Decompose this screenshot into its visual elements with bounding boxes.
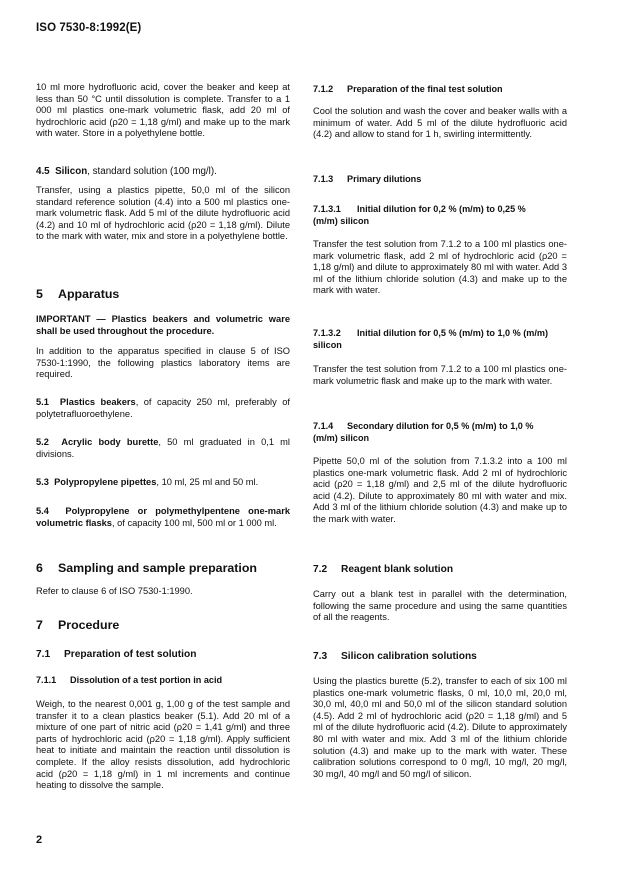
section-title: Silicon [55,166,88,177]
section-7-1-1-paragraph: Weigh, to the nearest 0,001 g, 1,00 g of the test sample and transfer it to a clean plastics beaker (5.1). Add 20 ml of a mixture of one part of nitric acid (ρ20 = 1,41 g/ml) and three parts of hydrochloric acid (ρ20 = 1,18 g/ml). Apply sufficient heat to initiate and maintain the reaction until dissolution is complete. If the alloy resists dissolution, add hydrochloric acid (ρ20 = 1,18 g/ml) in 1 ml increments and continue heating to dissolve the sample. [36,699,290,791]
section-7-1-3-2-paragraph: Transfer the test solution from 7.1.2 to a 100 ml plastics one-mark volumetric flask and make up to the mark with water. [313,364,567,386]
section-6-heading: 6 Sampling and sample preparation [36,561,257,575]
section-7-2-paragraph: Carry out a blank test in parallel with the determination, following the same procedure and using the same quantities of all the reagents. [313,589,567,623]
section-7-1-heading: 7.1 Preparation of test solution [36,649,197,660]
page-number: 2 [36,834,43,846]
item-5-4: 5.4 Polypropylene or polymethylpentene one-mark volumetric flasks, of capacity 100 ml, 500 ml or 1 000 ml. [36,506,290,528]
section-7-1-4-heading: 7.1.4 Secondary dilution for 0,5 % (m/m) to 1,0 % (m/m) silicon [313,421,534,443]
section-7-3-paragraph: Using the plastics burette (5.2), transfer to each of six 100 ml plastics one-mark volumetric flasks, 0 ml, 10,0 ml, 20,0 ml, 30,0 ml, 40,0 ml and 50,0 ml of the silicon standard solution (4.5). Add 2 ml of hydrochloric acid (ρ20 = 1,18 g/ml) and 5 ml of the dilute hydrofluoric acid (4.2). Dilute to approximately 80 ml with water and mix. Add 3 ml of the lithium chloride solution (4.3) and make up to the mark with water. These calibration solutions correspond to 0 mg/l, 10 mg/l, 20 mg/l, 30 mg/l, 40 mg/l and 50 mg/l of silicon. [313,676,567,779]
document-header: ISO 7530-8:1992(E) [36,22,142,34]
section-7-1-4-paragraph: Pipette 50,0 ml of the solution from 7.1.3.2 into a 100 ml plastics one-mark volumetric flask. Add 2 ml of hydrochloric acid (ρ20 = 1,18 g/ml) and 2,5 ml of the dilute hydrofluoric acid (4.2). Dilute to approximately 80 ml with water and mix. Add 3 ml of the lithium chloride solution (4.3) and make up to the mark with water. [313,456,567,524]
section-7-2-heading: 7.2 Reagent blank solution [313,564,454,575]
section-6-paragraph: Refer to clause 6 of ISO 7530-1:1990. [36,586,193,596]
item-5-3: 5.3 Polypropylene pipettes, 10 ml, 25 ml and 50 ml. [36,477,259,487]
section-7-1-2-heading: 7.1.2 Preparation of the final test solution [313,84,503,94]
section-4-5-paragraph: Transfer, using a plastics pipette, 50,0 ml of the silicon standard reference solution (4.4) into a 500 ml plastics one-mark volumetric flask. Add 5 ml of the dilute hydrofluoric acid (4.2) and 10 ml of hydrochloric acid (ρ20 = 1,18 g/ml). Dilute to the mark with water, mix and store in a polyethylene bottle. [36,185,290,242]
important-note: IMPORTANT — Plastics beakers and volumetric ware shall be used throughout the procedure. [36,314,290,336]
item-5-1: 5.1 Plastics beakers, of capacity 250 ml, preferably of polytetrafluoroethylene. [36,397,290,419]
item-5-2: 5.2 Acrylic body burette, 50 ml graduated in 0,1 ml divisions. [36,437,290,459]
section-7-1-3-heading: 7.1.3 Primary dilutions [313,174,422,184]
intro-paragraph: 10 ml more hydrofluoric acid, cover the beaker and keep at less than 50 °C until dissolution is complete. Transfer to a 1 000 ml plastics one-mark volumetric flask, add 20 ml of hydrochloric acid (ρ20 = 1,18 g/ml) and make up to the mark with water. Store in a polyethylene bottle. [36,82,290,139]
section-5-heading: 5 Apparatus [36,287,120,301]
section-7-1-2-paragraph: Cool the solution and wash the cover and beaker walls with a minimum of water. Add 5 ml of the dilute hydrofluoric acid (4.2) and allow to stand for 1 h, swirling intermittently. [313,106,567,140]
section-4-5-heading [36,166,290,178]
section-5-paragraph: In addition to the apparatus specified in clause 5 of ISO 7530-1:1990, the following plastics laboratory items are required. [36,346,290,380]
section-number: 4.5 [36,166,50,177]
section-7-3-heading: 7.3 Silicon calibration solutions [313,651,477,662]
section-7-1-3-2-heading: 7.1.3.2 Initial dilution for 0,5 % (m/m) to 1,0 % (m/m) silicon [313,328,548,350]
section-7-1-1-heading: 7.1.1 Dissolution of a test portion in acid [36,675,223,685]
section-7-heading: 7 Procedure [36,618,120,632]
section-7-1-3-1-paragraph: Transfer the test solution from 7.1.2 to a 100 ml plastics one-mark volumetric flask, add 2 ml of hydrochloric acid (ρ20 = 1,18 g/ml) and dilute to approximately 80 ml with water. Add 3 ml of the lithium chloride solution (4.3) and make up to the mark with water. [313,239,567,296]
section-7-1-3-1-heading: 7.1.3.1 Initial dilution for 0,2 % (m/m) to 0,25 % (m/m) silicon [313,204,526,226]
section-title-rest: , standard solution (100 mg/l). [87,166,217,177]
